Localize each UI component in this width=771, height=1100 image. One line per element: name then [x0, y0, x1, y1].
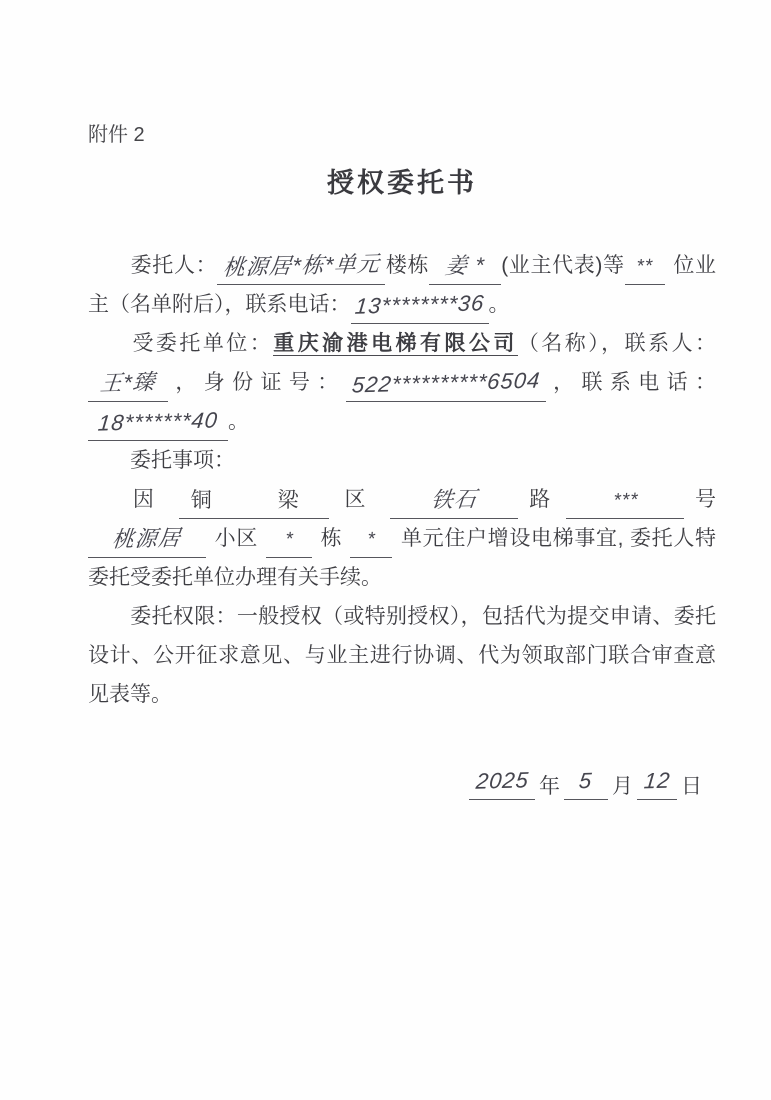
handwritten-building-number: *	[283, 528, 295, 551]
road-word: 路	[526, 488, 554, 511]
handwritten-contact-name: 王*臻	[99, 369, 158, 396]
day-label: 日	[681, 775, 702, 798]
road-blank	[390, 483, 518, 519]
trustee-company-suffix: （名称），联系人：	[517, 332, 717, 355]
district-suffix: 区	[341, 488, 369, 511]
month-label: 月	[612, 775, 633, 798]
trustee-phone-blank	[88, 405, 228, 441]
handwritten-owner-count: **	[635, 255, 655, 278]
trustee-contact-blank	[88, 366, 168, 402]
principal-name-blank	[429, 249, 501, 285]
date-line	[88, 764, 716, 800]
street-number-blank	[566, 483, 684, 519]
number-word: 号	[692, 488, 717, 511]
trustee-paragraph	[88, 324, 716, 441]
owner-representative-text: (业主代表)等	[501, 254, 625, 277]
handwritten-year: 2025	[474, 767, 530, 794]
handwritten-community-name: 桃源居	[111, 525, 183, 552]
trustee-label: 受委托单位：	[130, 332, 274, 355]
authority-paragraph	[88, 597, 716, 714]
year-label: 年	[539, 775, 560, 798]
principal-line2: 业主（名单附后），联系电话：	[88, 254, 717, 316]
handwritten-principal-phone: 13********36	[353, 290, 486, 319]
unit-number-blank	[350, 522, 392, 558]
year-blank	[469, 764, 535, 800]
handwritten-street-number: ***	[611, 489, 639, 512]
location-tail-text: 单元住户增设电梯事宜, 委托人特委托受委托单位办理有关手续。	[88, 527, 717, 589]
location-paragraph	[88, 480, 716, 597]
handwritten-day: 12	[642, 767, 672, 794]
district-blank	[179, 484, 329, 519]
matter-label: 委托事项：	[130, 449, 235, 472]
principal-period: 。	[488, 293, 510, 316]
principal-label: 委托人：	[130, 254, 218, 277]
building-number-blank	[266, 522, 312, 558]
day-blank	[637, 764, 677, 800]
trustee-id-label: ，身份证号：	[168, 371, 346, 394]
handwritten-road-name: 铁石	[430, 486, 479, 513]
handwritten-community: 桃源居*栋*单元	[221, 250, 382, 281]
building-word: 楼栋	[385, 254, 430, 277]
principal-community-blank	[217, 249, 385, 285]
count-suffix: 位	[672, 254, 696, 277]
handwritten-trustee-phone: 18*******40	[96, 407, 220, 436]
matter-heading	[88, 441, 716, 480]
handwritten-representative-name: 姜 *	[444, 252, 487, 279]
trustee-id-blank	[346, 366, 546, 402]
handwritten-unit-number: *	[366, 528, 377, 551]
trustee-period: 。	[228, 410, 249, 433]
community-word: 小区	[214, 527, 258, 550]
community-blank	[88, 522, 206, 558]
handwritten-id-number: 522**********6504	[350, 367, 542, 398]
owner-count-blank	[625, 249, 665, 285]
district-printed: 铜 梁	[190, 489, 329, 512]
handwritten-month: 5	[578, 767, 594, 794]
document-content	[88, 118, 716, 800]
principal-paragraph	[88, 246, 716, 324]
document-title: 授权委托书	[327, 168, 477, 198]
trustee-company-name: 重庆渝港电梯有限公司	[273, 332, 518, 355]
building-word: 栋	[320, 527, 343, 550]
trustee-phone-label: ，联系电话：	[545, 371, 717, 394]
attachment-label: 附件 2	[88, 124, 145, 146]
principal-phone-blank	[351, 288, 489, 324]
month-blank	[564, 764, 608, 800]
because-word: 因	[130, 488, 157, 511]
authority-text: 委托权限：一般授权（或特别授权），包括代为提交申请、委托设计、公开征求意见、与业主进行协调、代为领取部门联合审查意见表等。	[88, 605, 716, 706]
